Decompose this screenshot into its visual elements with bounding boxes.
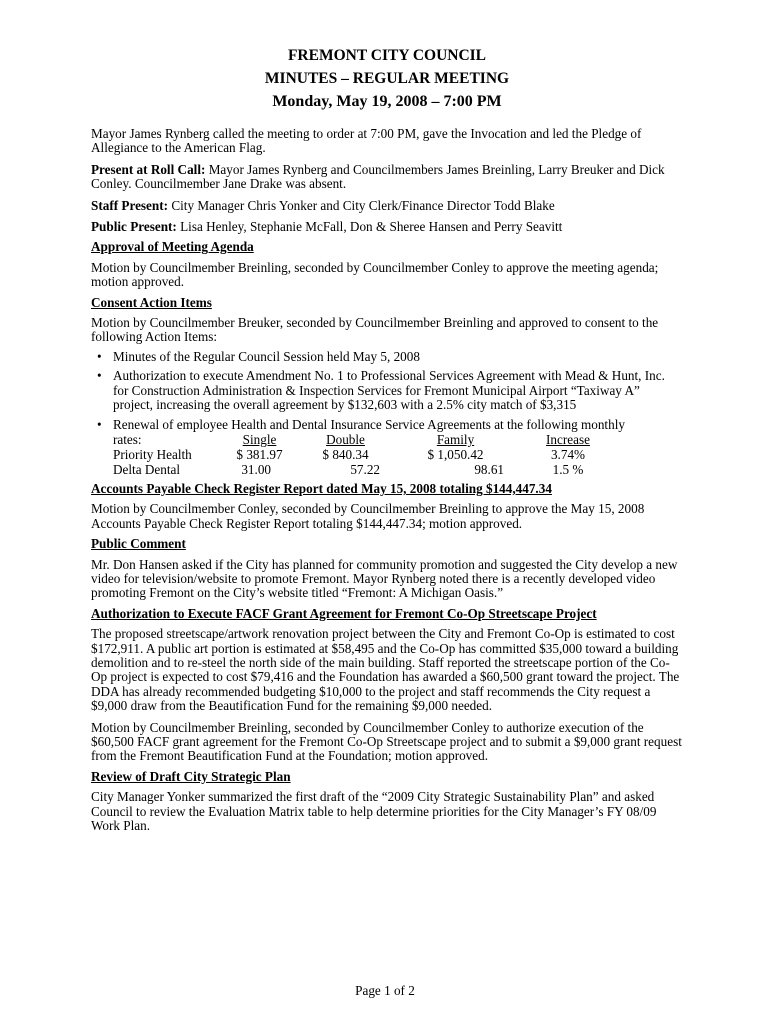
rates-label: rates: bbox=[113, 431, 142, 447]
double-rate: $ 840.34 bbox=[322, 446, 369, 462]
accounts-payable-paragraph: Motion by Councilmember Conley, seconded by Councilmember Breinling to approve the May 15, 2008 Accounts Payable Check Register Report totaling $144,447.34; motion approved. bbox=[91, 501, 645, 531]
document-header bbox=[91, 44, 683, 113]
table-row bbox=[113, 447, 618, 462]
call-to-order-paragraph: Mayor James Rynberg called the meeting to order at 7:00 PM, gave the Invocation and led the Pledge of Allegiance to the American Flag. bbox=[91, 126, 642, 156]
strategic-plan-paragraph: City Manager Yonker summarized the first draft of the “2009 City Strategic Sustainability Plan” and asked Council to review the Evaluation Matrix table to help determine priorities for the City Manager’s FY 08/09 Work Plan. bbox=[91, 789, 657, 834]
plan-name: Delta Dental bbox=[113, 461, 181, 477]
table-header-row bbox=[113, 432, 618, 447]
staff-present-text: City Manager Chris Yonker and City Clerk/Finance Director Todd Blake bbox=[168, 197, 555, 213]
table-row bbox=[113, 462, 618, 477]
column-header-single: Single bbox=[242, 431, 277, 447]
increase-rate: 3.74% bbox=[550, 446, 586, 462]
list-item bbox=[91, 350, 683, 364]
strategic-plan-heading: Review of Draft City Strategic Plan bbox=[91, 768, 291, 784]
minutes-page bbox=[91, 44, 683, 833]
header-meeting-date: Monday, May 19, 2008 – 7:00 PM bbox=[272, 93, 502, 110]
list-item bbox=[91, 369, 683, 412]
renewal-text: Renewal of employee Health and Dental Insurance Service Agreements at the following monthly bbox=[113, 416, 625, 432]
consent-heading: Consent Action Items bbox=[91, 294, 212, 310]
public-present-label: Public Present: bbox=[91, 219, 177, 235]
column-header-family: Family bbox=[436, 431, 475, 447]
facf-grant-paragraph: The proposed streetscape/artwork renovation project between the City and Fremont Co-Op is estimated to cost $172,911. A public art portion is estimated at $58,495 and the Co-Op has committed $35,000 toward a building demolition and to re-steel the north side of the main building. Staff reported the streetscape portion of the Co-Op project is expected to cost $79,416 and the Foundation has awarded a $60,500 grant toward the project. The DDA has already recommended budgeting $10,000 to the project and staff recommends the City request a $9,000 draw from the Beautification Fund for the remaining $9,000 needed. bbox=[91, 626, 680, 714]
family-rate: 98.61 bbox=[474, 461, 504, 477]
single-rate: 31.00 bbox=[241, 461, 271, 477]
staff-present-paragraph bbox=[91, 199, 683, 213]
roll-call-paragraph bbox=[91, 163, 683, 192]
bullet-icon: • bbox=[97, 348, 102, 364]
bullet-icon: • bbox=[97, 416, 102, 432]
family-rate: $ 1,050.42 bbox=[427, 446, 484, 462]
public-comment-paragraph: Mr. Don Hansen asked if the City has planned for community promotion and suggested the City develop a new video for television/website to promote Fremont. Mayor Rynberg noted there is a recently developed video promoting Fremont on the City’s website titled “Fremont: A Michigan Oasis.” bbox=[91, 556, 678, 601]
staff-present-label: Staff Present: bbox=[91, 197, 169, 213]
agenda-paragraph: Motion by Councilmember Breinling, seconded by Councilmember Conley to approve the meeting agenda; motion approved. bbox=[91, 259, 659, 290]
column-header-double: Double bbox=[326, 431, 365, 447]
page-number: Page 1 of 2 bbox=[355, 983, 415, 998]
facf-grant-heading: Authorization to Execute FACF Grant Agreement for Fremont Co-Op Streetscape Project bbox=[91, 605, 597, 621]
facf-grant-motion-paragraph: Motion by Councilmember Breinling, seconded by Councilmember Conley to authorize execution of the $60,500 FACF grant agreement for the Fremont Co-Op Streetscape project and to submit a $9,000 grant request from the Fremont Beautification Fund at the Foundation; motion approved. bbox=[91, 719, 682, 764]
consent-items-list bbox=[91, 350, 683, 477]
header-minutes-title: MINUTES – REGULAR MEETING bbox=[264, 70, 510, 87]
column-header-increase: Increase bbox=[546, 431, 590, 447]
consent-item-text: Minutes of the Regular Council Session held May 5, 2008 bbox=[113, 348, 420, 364]
agenda-heading: Approval of Meeting Agenda bbox=[91, 239, 254, 255]
public-comment-heading: Public Comment bbox=[91, 536, 186, 552]
roll-call-label: Present at Roll Call: bbox=[91, 161, 206, 177]
accounts-payable-heading: Accounts Payable Check Register Report dated May 15, 2008 totaling $144,447.34 bbox=[91, 480, 552, 496]
insurance-rates-table bbox=[113, 432, 618, 477]
increase-rate: 1.5 % bbox=[552, 461, 584, 477]
consent-item-text: Authorization to execute Amendment No. 1 to Professional Services Agreement with Mead & Hunt, Inc. for Construction Administration & Inspection Services for Fremont Municipal Airport “Taxiway A” project, increasing the overall agreement by $132,603 with a 2.5% city match of $3,315 bbox=[113, 368, 665, 413]
header-council-name: FREMONT CITY COUNCIL bbox=[287, 47, 487, 64]
consent-paragraph: Motion by Councilmember Breuker, seconded by Councilmember Breinling and approved to consent to the following Action Items: bbox=[91, 315, 659, 345]
plan-name: Priority Health bbox=[113, 446, 192, 462]
bullet-icon: • bbox=[97, 368, 102, 384]
list-item bbox=[91, 418, 683, 477]
double-rate: 57.22 bbox=[350, 461, 380, 477]
public-present-text: Lisa Henley, Stephanie McFall, Don & Sheree Hansen and Perry Seavitt bbox=[176, 219, 563, 235]
roll-call-text: Mayor James Rynberg and Councilmembers James Breinling, Larry Breuker and Dick Conley. Councilmember Jane Drake was absent. bbox=[91, 161, 665, 192]
public-present-paragraph bbox=[91, 220, 683, 234]
single-rate: $ 381.97 bbox=[236, 446, 283, 462]
